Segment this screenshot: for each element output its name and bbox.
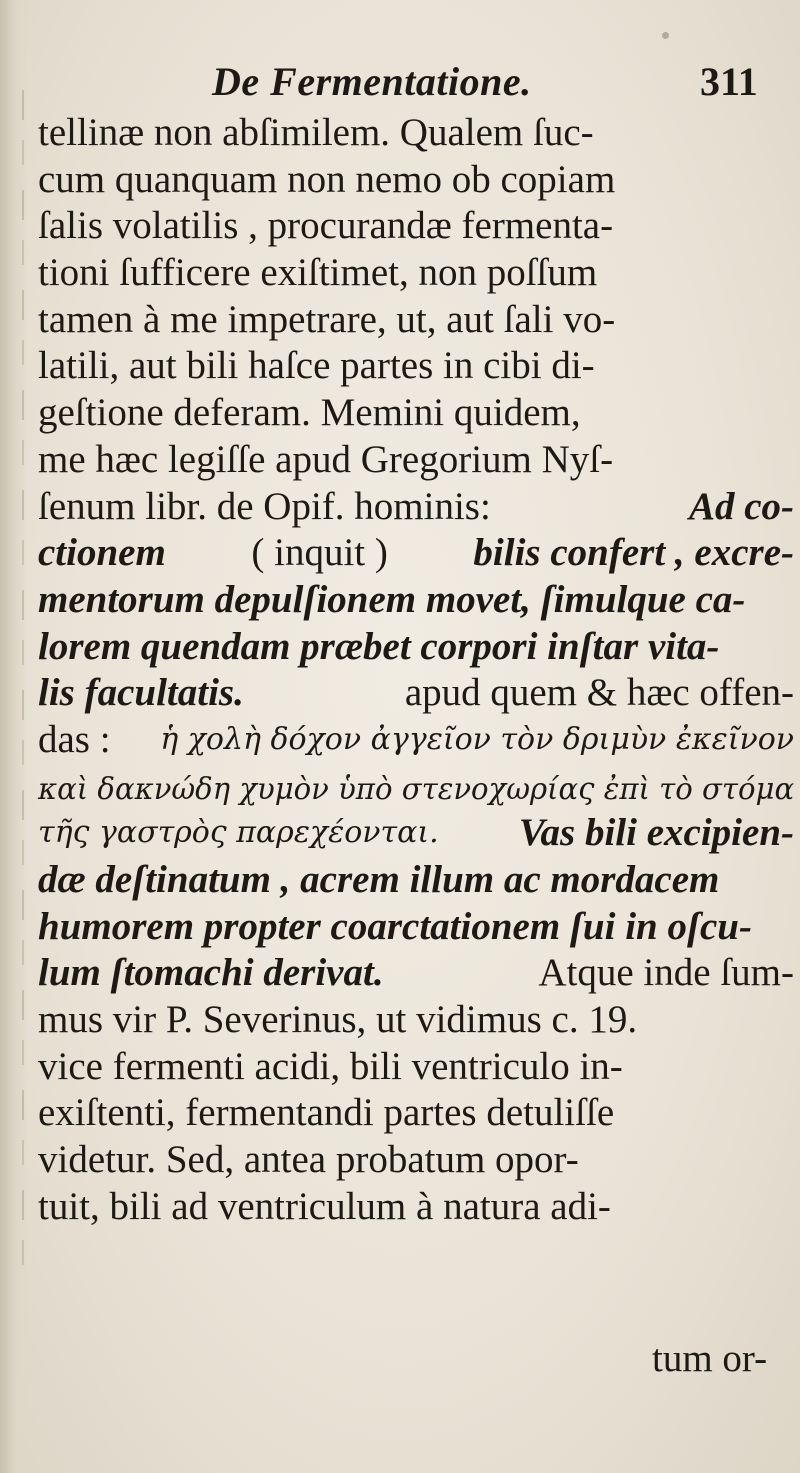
roman-text: geſtione deferam. Memini quidem, xyxy=(38,391,581,435)
paper-speck xyxy=(662,32,669,39)
text-line xyxy=(38,1044,794,1091)
italic-text: mentorum depulſionem movet, ſimulque ca- xyxy=(38,577,746,621)
roman-text: vice fermenti acidi, bili ventriculo in- xyxy=(38,1044,623,1088)
roman-text: ſalis volatilis , procurandæ fermenta- xyxy=(38,204,614,248)
italic-text: lum ſtomachi derivat. xyxy=(38,951,384,995)
catchword: tum or- xyxy=(652,1337,768,1380)
text-line xyxy=(38,110,794,157)
roman-text: apud quem & hæc offen- xyxy=(404,671,794,715)
page-number: 311 xyxy=(700,59,758,104)
roman-text: videtur. Sed, antea probatum opor- xyxy=(38,1138,579,1182)
text-line xyxy=(38,810,794,857)
text-line xyxy=(38,1090,794,1137)
text-line xyxy=(38,437,794,484)
italic-text: humorem propter coarctationem ſui in oſcu- xyxy=(38,904,752,948)
text-line xyxy=(38,1137,794,1184)
text-line xyxy=(38,343,794,390)
text-line xyxy=(38,1184,794,1231)
italic-text: bilis confert , excre- xyxy=(473,531,794,575)
italic-text: dæ deſtinatum , acrem illum ac mordacem xyxy=(38,858,720,901)
greek-text: τῆς γαστρὸς παρεχέονται. xyxy=(38,815,439,851)
body-text xyxy=(38,110,794,1231)
text-line xyxy=(38,857,794,904)
italic-text: ctionem xyxy=(38,531,166,575)
text-line xyxy=(38,484,794,531)
roman-text: latili, aut bili haſce partes in cibi di- xyxy=(38,344,595,388)
text-line xyxy=(38,530,794,577)
text-line xyxy=(38,390,794,437)
roman-text: cum quanquam non nemo ob copiam xyxy=(38,157,616,201)
roman-text: ( inquit ) xyxy=(251,531,388,575)
italic-text: lis facultatis. xyxy=(38,671,244,715)
gutter-shadow-line xyxy=(22,90,24,1290)
page-header xyxy=(0,58,800,108)
text-line xyxy=(38,577,794,624)
running-title: De Fermentatione. xyxy=(212,59,532,104)
roman-text: mus vir P. Severinus, ut vidimus c. 19. xyxy=(38,998,638,1042)
roman-text: tamen à me impetrare, ut, aut ſali vo- xyxy=(38,297,616,341)
roman-text: tuit, bili ad ventriculum à natura adi- xyxy=(38,1184,611,1228)
italic-text: Vas bili excipien- xyxy=(518,811,794,855)
roman-text: tellinæ non abſimilem. Qualem ſuc- xyxy=(38,111,594,154)
roman-text: das : xyxy=(38,717,111,761)
text-line xyxy=(38,670,794,717)
text-line xyxy=(38,624,794,671)
roman-text: ſenum libr. de Opif. hominis: xyxy=(38,484,491,528)
text-line xyxy=(38,250,794,297)
text-line xyxy=(38,950,794,997)
text-line xyxy=(38,717,794,764)
text-line xyxy=(38,997,794,1044)
roman-text: exiſtenti, fermentandi partes detuliſſe xyxy=(38,1091,615,1135)
text-line xyxy=(38,297,794,344)
greek-text: καὶ δακνώδη χυμὸν ὑπὸ στενοχωρίας ἐπὶ τὸ στόμα xyxy=(38,771,795,807)
roman-text: me hæc legiſſe apud Gregorium Nyſ- xyxy=(38,437,614,481)
text-line xyxy=(38,157,794,204)
text-line xyxy=(38,764,795,811)
roman-text: Atque inde ſum- xyxy=(538,951,794,995)
text-line xyxy=(38,904,794,951)
italic-text: lorem quendam præbet corpori inſtar vita- xyxy=(38,624,720,668)
text-line xyxy=(38,203,794,250)
italic-text: Ad co- xyxy=(688,484,794,528)
roman-text: tioni ſufficere exiſtimet, non poſſum xyxy=(38,251,598,295)
greek-text: ἡ χολὴ δόχον ἀγγεῖον τὸν δριμὺν ἐκεῖνον xyxy=(160,721,794,757)
